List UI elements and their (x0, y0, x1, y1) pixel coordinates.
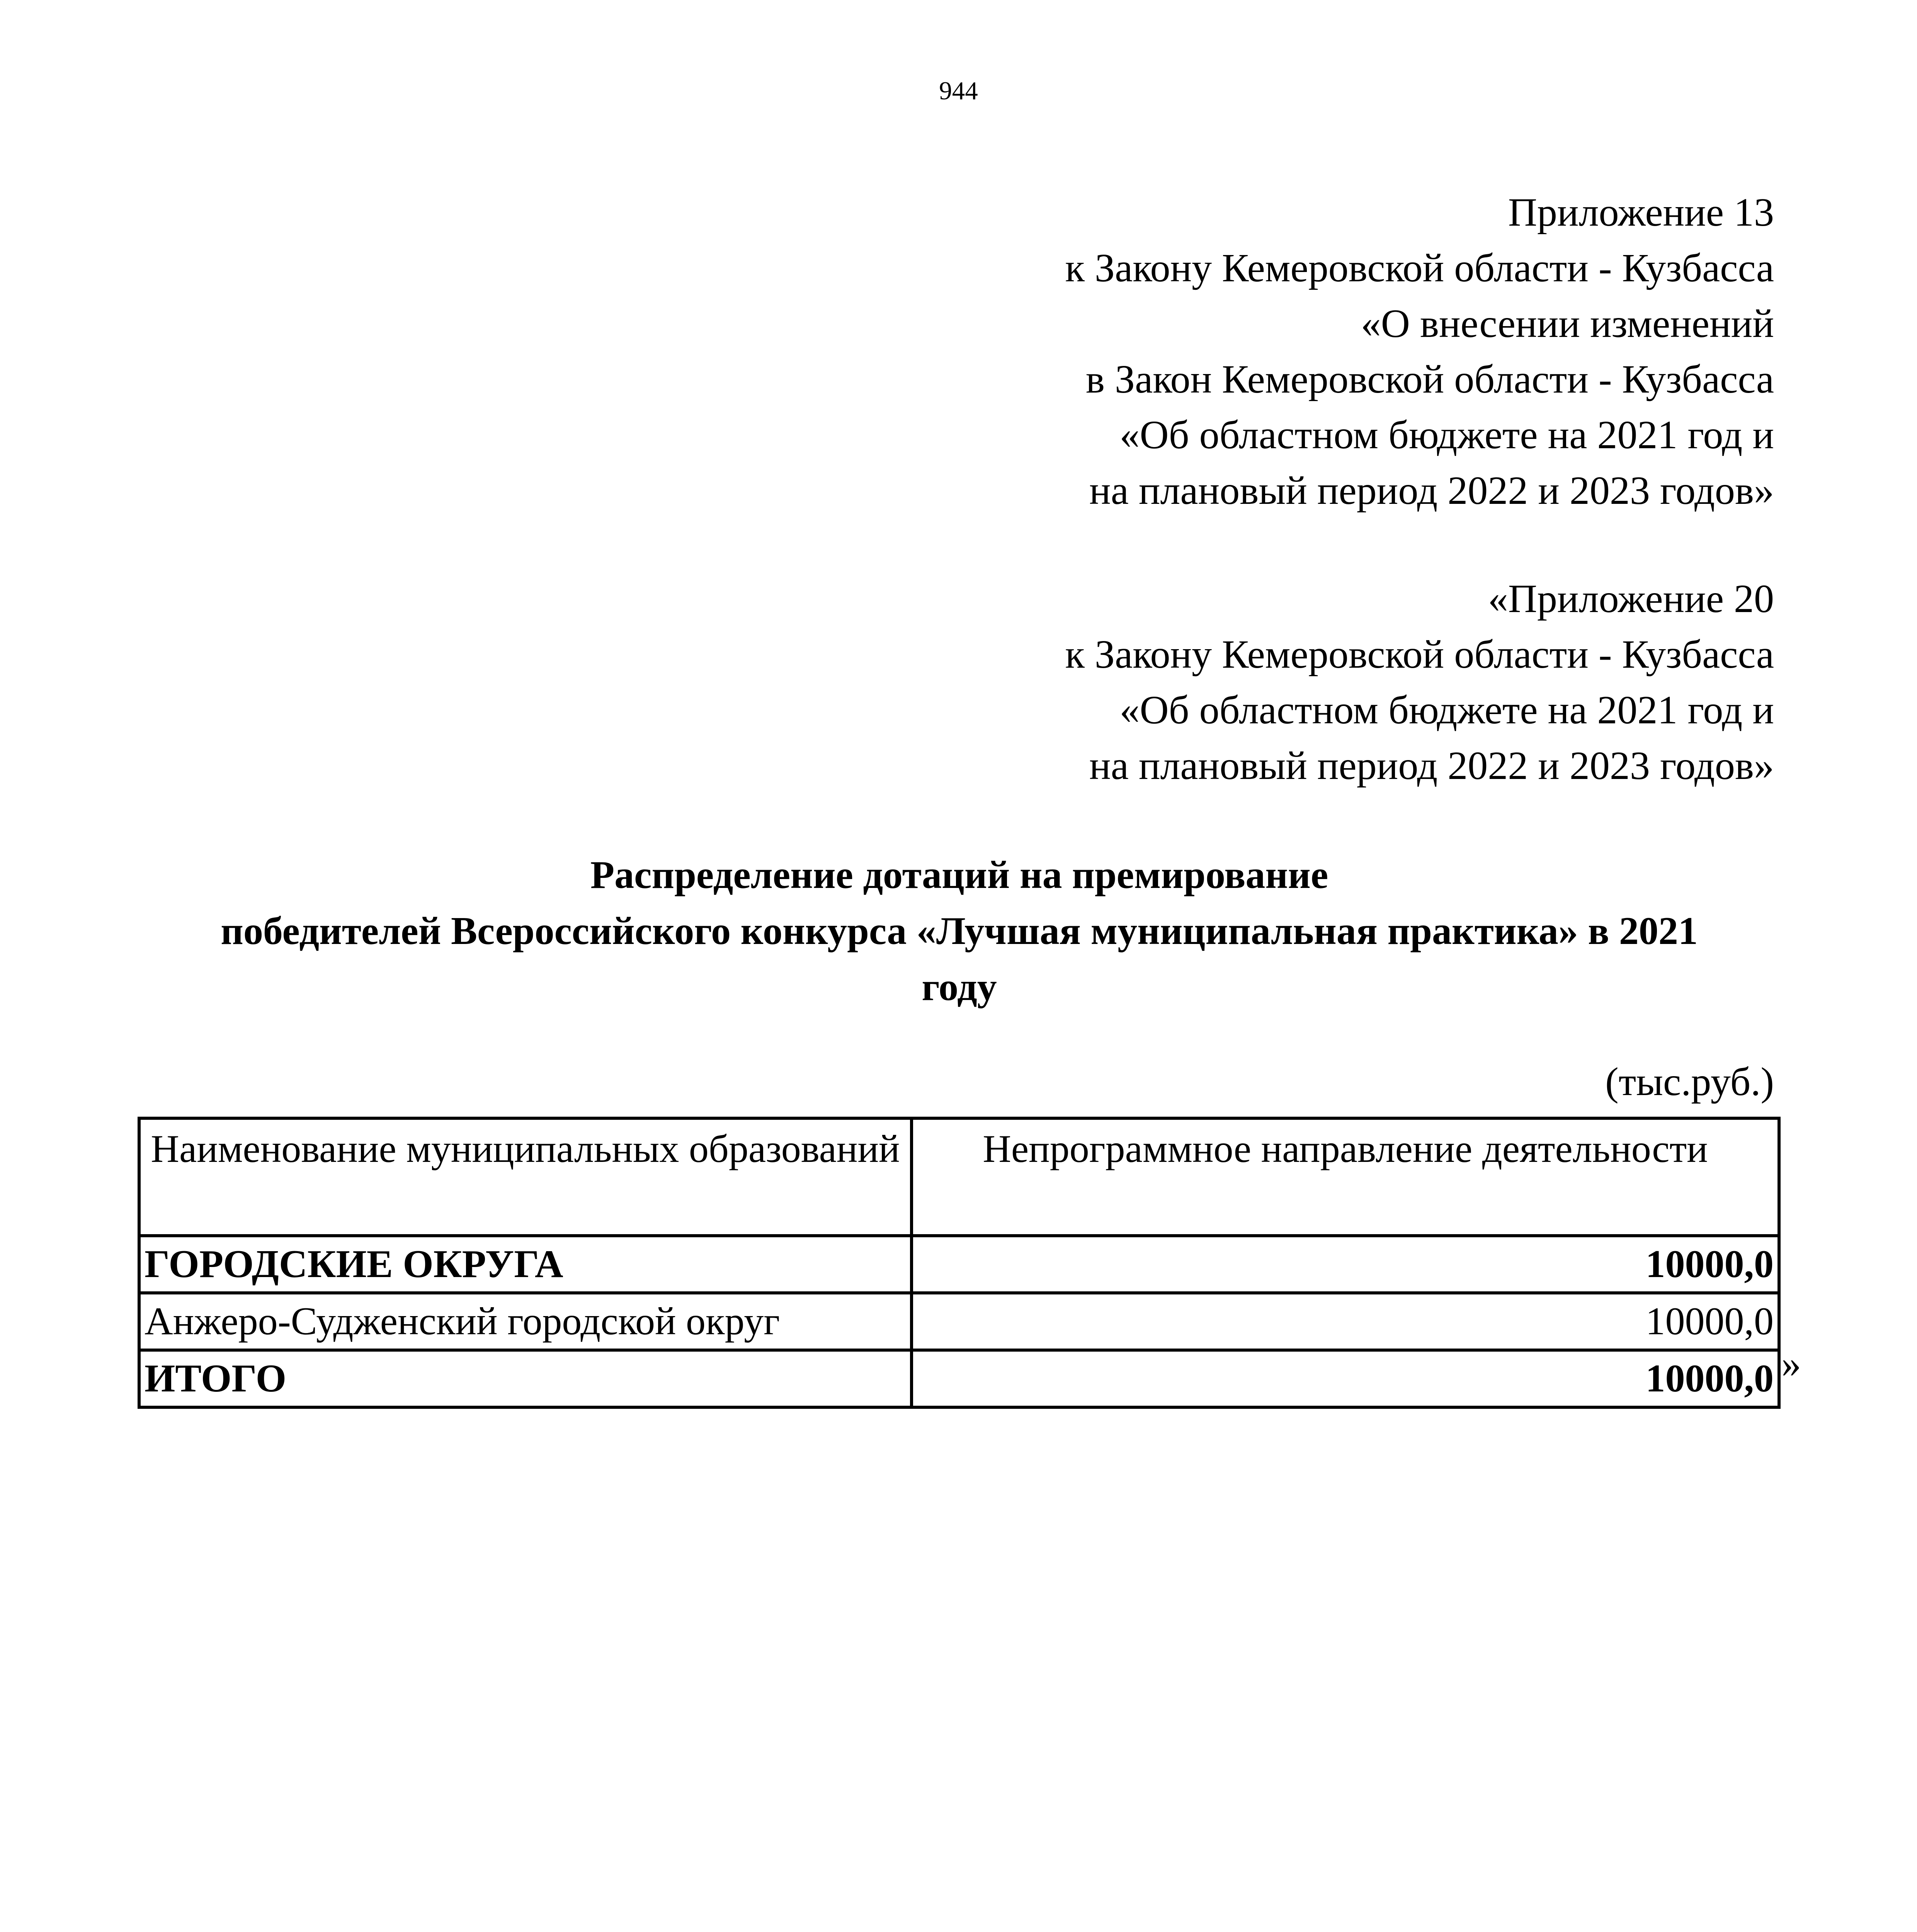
row-name-cell: ИТОГО (139, 1350, 912, 1407)
appendix-line: «Приложение 20 (1488, 577, 1774, 621)
appendix-line: на плановый период 2022 и 2023 годов» (1089, 743, 1774, 788)
title-line: победителей Всероссийского конкурса «Лучшая муниципальная практика» в 2021 (221, 909, 1698, 953)
row-name-cell: Анжеро-Судженский городской округ (139, 1293, 912, 1350)
appendix-line: к Закону Кемеровской области - Кузбасса (1065, 632, 1774, 677)
title-line: году (922, 965, 997, 1009)
row-value-cell: 10000,0 (912, 1350, 1779, 1407)
appendix-line: в Закон Кемеровской области - Кузбасса (1085, 357, 1774, 401)
page-number: 944 (939, 77, 978, 105)
appendix-line: на плановый период 2022 и 2023 годов» (1089, 468, 1774, 513)
appendix-20-header (1065, 571, 1774, 794)
table-row (139, 1293, 1779, 1350)
title-line: Распределение дотаций на премирование (590, 853, 1328, 897)
header-municipality-name: Наименование муниципальных образований (139, 1118, 912, 1236)
row-value-cell: 10000,0 (912, 1293, 1779, 1350)
table-row-city-districts (139, 1236, 1779, 1293)
row-value-cell: 10000,0 (912, 1236, 1779, 1293)
document-title (143, 847, 1776, 1015)
units-label: (тыс.руб.) (1605, 1060, 1774, 1104)
header-non-program-direction: Непрограммное направление деятельности (912, 1118, 1779, 1236)
table-row-total (139, 1350, 1779, 1407)
closing-quote: » (1781, 1342, 1801, 1386)
appendix-line: «О внесении изменений (1361, 301, 1774, 346)
appendix-line: к Закону Кемеровской области - Кузбасса (1065, 246, 1774, 290)
row-name-cell: ГОРОДСКИЕ ОКРУГА (139, 1236, 912, 1293)
appendix-line: «Об областном бюджете на 2021 год и (1119, 688, 1774, 732)
distribution-table (138, 1117, 1781, 1409)
appendix-13-header (1065, 185, 1774, 519)
appendix-line: «Об областном бюджете на 2021 год и (1119, 413, 1774, 457)
table-header-row (139, 1118, 1779, 1236)
appendix-line: Приложение 13 (1508, 190, 1774, 235)
